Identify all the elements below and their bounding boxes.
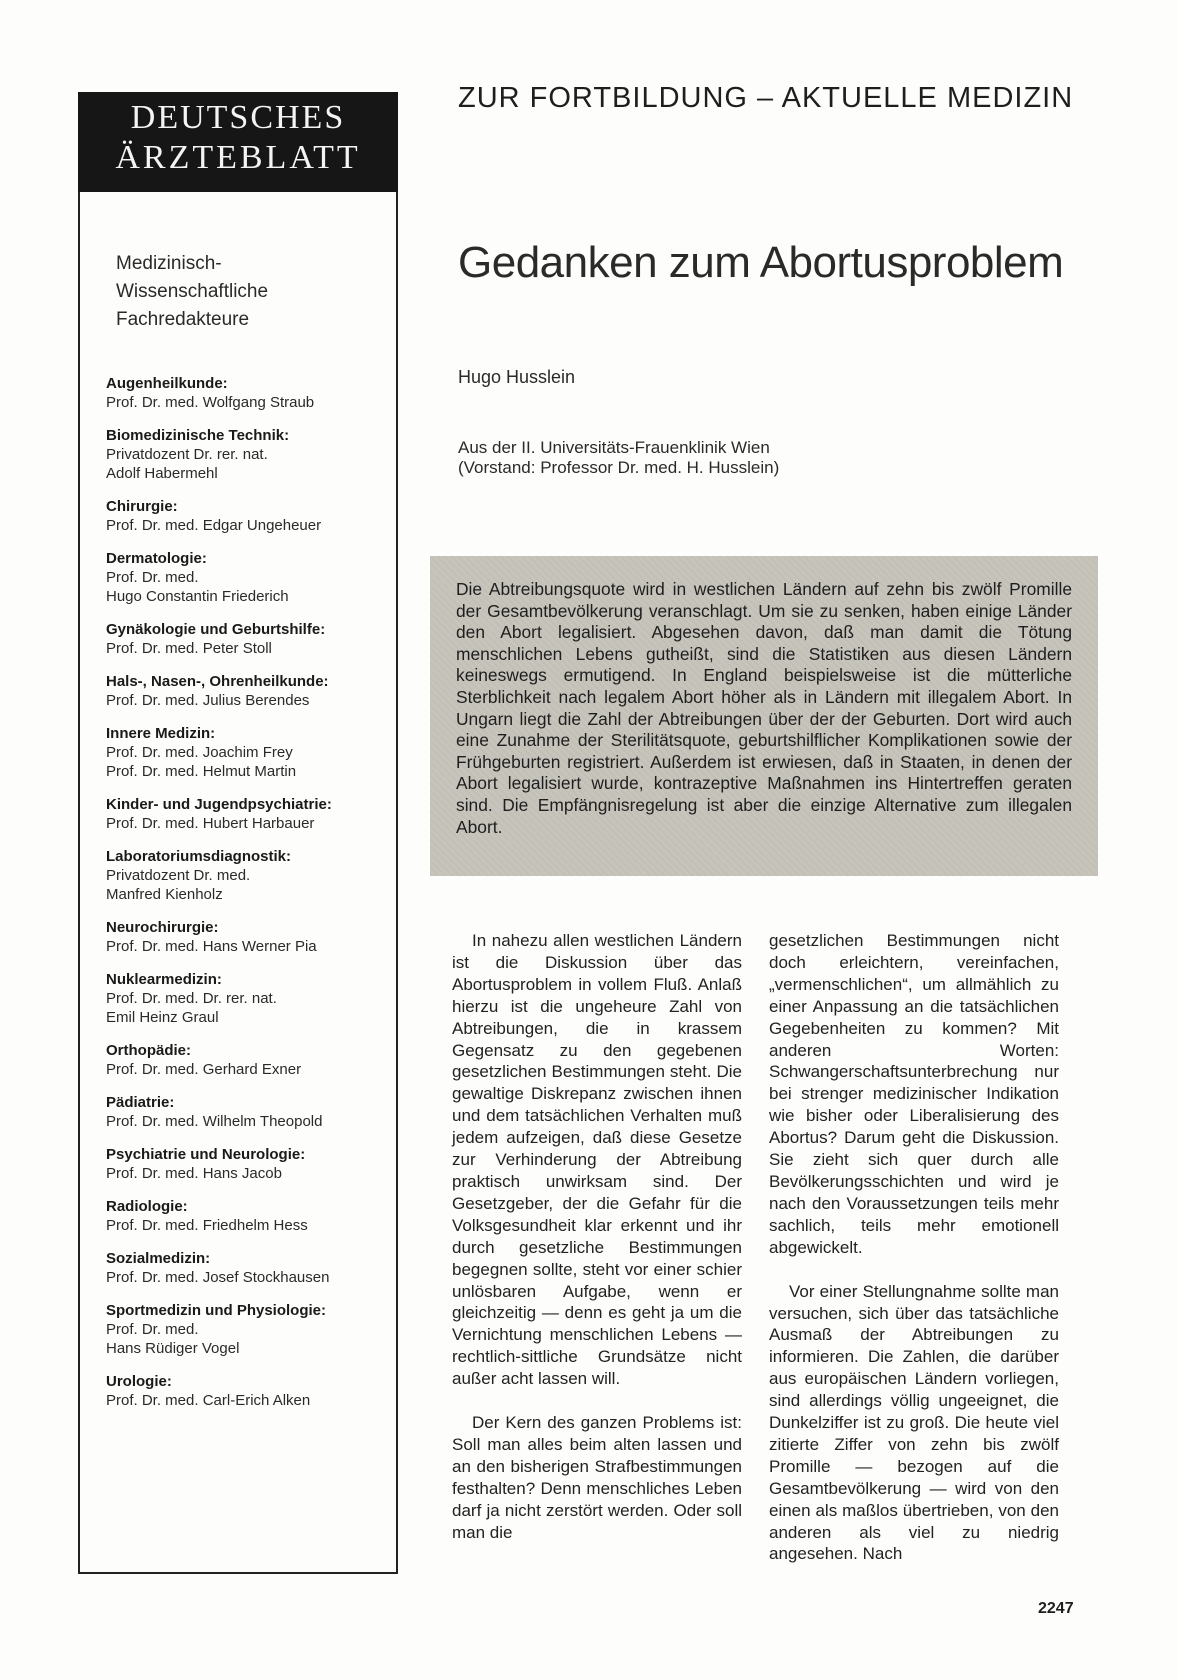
editor-entry bbox=[106, 1041, 396, 1079]
editor-name: Prof. Dr. med. Gerhard Exner bbox=[106, 1061, 302, 1078]
body-paragraph: In nahezu allen westlichen Ländern ist die Diskussion über das Abortusproblem in vollem Fluß. Anlaß hierzu ist die ungeheure Zahl von Abtreibungen, die in krassem Gegensatz zu den gegebenen gesetzlichen Bestimmungen steht. Die gewaltige Diskrepanz zwischen ihnen und dem tatsächlichen Verhalten muß jedem aufzeigen, daß diese Gesetze zur Verhinderung der Abtreibung praktisch unwirksam sind. Der Gesetzgeber, der die Gefahr für die Volksgesundheit klar erkennt und ihr durch gesetzliche Bestimmungen begegnen sollte, steht vor einer schier unlösbaren Aufgabe, wenn er gleichzeitig — denn es geht ja um die Vernichtung menschlichen Lebens — rechtlich-sittliche Grundsätze nicht außer acht lassen will. bbox=[452, 931, 742, 1389]
masthead-line-2: ÄRZTEBLATT bbox=[115, 139, 361, 176]
editor-entry bbox=[106, 374, 396, 412]
body-paragraph: gesetzlichen Bestimmungen nicht doch erleichtern, vereinfachen, „vermenschlichen“, um allmählich zu einer Anpassung an die tatsächlichen Gegebenheiten zu kommen? Mit anderen Worten: Schwangerschaftsunterbrechung nur bei strenger medizinischer Indikation wie bisher oder Liberalisierung des Abortus? Darum geht die Diskussion. Sie zieht sich quer durch alle Bevölkerungsschichten und wird je nach den Voraussetzungen teils mehr sachlich, teils mehr emotionell abgewickelt. bbox=[769, 931, 1059, 1257]
editor-department: Neurochirurgie: bbox=[106, 919, 219, 936]
editor-name: Prof. Dr. med. Joachim Frey bbox=[106, 744, 293, 761]
editor-name: Manfred Kienholz bbox=[106, 886, 223, 903]
editor-entry bbox=[106, 549, 396, 606]
abstract-text: Die Abtreibungsquote wird in westlichen Ländern auf zehn bis zwölf Promille der Gesamtbevölkerung veranschlagt. Um sie zu senken, haben einige Länder den Abort legalisiert. Abgesehen davon, daß man damit die Tötung menschlichen Lebens gutheißt, sind die Statistiken aus diesen Ländern keineswegs ermutigend. In England beispielsweise ist die mütterliche Sterblichkeit nach legalem Abort höher als in Ländern mit illegalem Abort. In Ungarn liegt die Zahl der Abtreibungen über der der Geburten. Dort wird auch eine Zunahme der Sterilitätsquote, geburtshilflicher Komplikationen sowie der Frühgeburten registriert. Außerdem ist erwiesen, daß in Staaten, in denen der Abort legalisiert wurde, kontrazeptive Maßnahmen ins Hintertreffen geraten sind. Die Empfängnisregelung ist aber die einzige Alternative zum illegalen Abort. bbox=[456, 579, 1072, 837]
editor-entry bbox=[106, 497, 396, 535]
abstract-box bbox=[430, 556, 1098, 876]
editor-department: Sozialmedizin: bbox=[106, 1250, 211, 1267]
editor-entry bbox=[106, 1145, 396, 1183]
editor-entry bbox=[106, 795, 396, 833]
editor-department: Chirurgie: bbox=[106, 498, 178, 515]
author: Hugo Husslein bbox=[458, 367, 576, 387]
editor-name: Prof. Dr. med. bbox=[106, 569, 199, 586]
editors-title-line: Wissenschaftliche bbox=[116, 281, 269, 302]
editor-entry bbox=[106, 672, 396, 710]
editor-entry bbox=[106, 1197, 396, 1235]
section-header: ZUR FORTBILDUNG – AKTUELLE MEDIZIN bbox=[458, 82, 1074, 114]
editors-sidebar bbox=[78, 92, 398, 1574]
editor-department: Laboratoriumsdiagnostik: bbox=[106, 848, 292, 865]
editor-entry bbox=[106, 918, 396, 956]
body-paragraph: Vor einer Stellungnahme sollte man versuchen, sich über das tatsächliche Ausmaß der Abtreibungen zu informieren. Die Zahlen, die darüber aus europäischen Ländern vorliegen, sind allerdings völlig ungeeignet, die Dunkelziffer ist zu groß. Die heute viel zitierte Ziffer von zehn bis zwölf Promille — bezogen auf die Gesamtbevölkerung — wird von den einen als maßlos übertrieben, von den anderen als viel zu niedrig angesehen. Nach bbox=[769, 1281, 1059, 1564]
editor-name: Hans Rüdiger Vogel bbox=[106, 1340, 240, 1357]
editor-department: Radiologie: bbox=[106, 1198, 188, 1215]
editor-department: Orthopädie: bbox=[106, 1042, 191, 1059]
journal-masthead bbox=[78, 92, 398, 192]
editor-name: Adolf Habermehl bbox=[106, 465, 218, 482]
editor-name: Privatdozent Dr. rer. nat. bbox=[106, 446, 268, 463]
body-column-1 bbox=[452, 930, 742, 1565]
editor-department: Kinder- und Jugendpsychiatrie: bbox=[106, 796, 332, 813]
editor-department: Augenheilkunde: bbox=[106, 375, 228, 392]
editor-name: Prof. Dr. med. Hans Werner Pia bbox=[106, 938, 317, 955]
editor-entry bbox=[106, 1301, 396, 1358]
editor-department: Gynäkologie und Geburtshilfe: bbox=[106, 621, 326, 638]
editor-name: Prof. Dr. med. Wolfgang Straub bbox=[106, 394, 315, 411]
page-number: 2247 bbox=[1038, 1600, 1074, 1617]
editor-entry bbox=[106, 724, 396, 781]
editor-entry bbox=[106, 847, 396, 904]
editors-title-line: Fachredakteure bbox=[116, 309, 250, 330]
editor-name: Emil Heinz Graul bbox=[106, 1009, 219, 1026]
affiliation bbox=[458, 438, 958, 478]
editor-name: Prof. Dr. med. Edgar Ungeheuer bbox=[106, 517, 322, 534]
editor-name: Prof. Dr. med. Dr. rer. nat. bbox=[106, 990, 277, 1007]
editor-name: Prof. Dr. med. Peter Stoll bbox=[106, 640, 272, 657]
editor-name: Prof. Dr. med. Carl-Erich Alken bbox=[106, 1392, 311, 1409]
editor-name: Hugo Constantin Friederich bbox=[106, 588, 289, 605]
affiliation-line: Aus der II. Universitäts-Frauenklinik Wien bbox=[458, 438, 770, 457]
editor-name: Prof. Dr. med. Hans Jacob bbox=[106, 1165, 282, 1182]
editor-entry bbox=[106, 1372, 396, 1410]
editor-name: Prof. Dr. med. Friedhelm Hess bbox=[106, 1217, 308, 1234]
masthead-line-1: DEUTSCHES bbox=[130, 99, 346, 136]
editors-title bbox=[116, 250, 386, 334]
editor-name: Prof. Dr. med. Josef Stockhausen bbox=[106, 1269, 330, 1286]
editor-name: Prof. Dr. med. bbox=[106, 1321, 199, 1338]
editor-department: Psychiatrie und Neurologie: bbox=[106, 1146, 306, 1163]
editor-department: Urologie: bbox=[106, 1373, 172, 1390]
editor-department: Hals-, Nasen-, Ohrenheilkunde: bbox=[106, 673, 329, 690]
body-column-2 bbox=[769, 930, 1059, 1587]
editor-name: Prof. Dr. med. Helmut Martin bbox=[106, 763, 297, 780]
editor-name: Prof. Dr. med. Julius Berendes bbox=[106, 692, 310, 709]
editor-department: Nuklearmedizin: bbox=[106, 971, 222, 988]
editor-department: Innere Medizin: bbox=[106, 725, 216, 742]
editor-entry bbox=[106, 426, 396, 483]
editor-name: Prof. Dr. med. Wilhelm Theopold bbox=[106, 1113, 323, 1130]
editor-entry bbox=[106, 970, 396, 1027]
editor-department: Biomedizinische Technik: bbox=[106, 427, 290, 444]
editor-name: Privatdozent Dr. med. bbox=[106, 867, 251, 884]
editor-entry bbox=[106, 1249, 396, 1287]
article-title: Gedanken zum Abortusproblem bbox=[458, 238, 1064, 287]
affiliation-line: (Vorstand: Professor Dr. med. H. Husslein) bbox=[458, 458, 780, 477]
editor-entry bbox=[106, 1093, 396, 1131]
body-paragraph: Der Kern des ganzen Problems ist: Soll man alles beim alten lassen und an den bisherigen Strafbestimmungen festhalten? Denn menschliches Leben darf ja nicht zerstört werden. Oder soll man die bbox=[452, 1413, 742, 1542]
editor-name: Prof. Dr. med. Hubert Harbauer bbox=[106, 815, 315, 832]
editors-list bbox=[106, 374, 396, 1424]
editor-entry bbox=[106, 620, 396, 658]
editor-department: Dermatologie: bbox=[106, 550, 207, 567]
editor-department: Pädiatrie: bbox=[106, 1094, 175, 1111]
editor-department: Sportmedizin und Physiologie: bbox=[106, 1302, 327, 1319]
editors-title-line: Medizinisch- bbox=[116, 253, 222, 274]
